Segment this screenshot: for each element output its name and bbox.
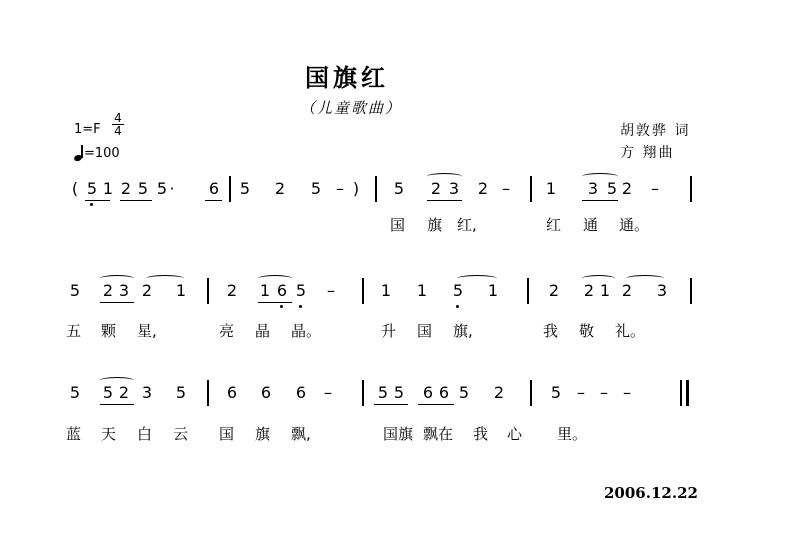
meter-top: 4 <box>114 111 122 125</box>
slur-2-3 <box>258 275 292 282</box>
lyric-3-10: 我 <box>473 425 489 443</box>
barline-1-2 <box>375 176 377 202</box>
note-1-18: – <box>502 179 510 198</box>
song-title: 国旗红 <box>305 63 389 92</box>
note-2-6: 2 <box>226 281 238 300</box>
date-stamp: 2006.12.22 <box>604 484 698 502</box>
note-3-8: 6 <box>295 383 307 402</box>
tempo-marking <box>74 145 120 161</box>
note-2-8: 6 <box>276 281 288 300</box>
note-2-16: 2 <box>583 281 595 300</box>
slur-1-1 <box>427 173 462 180</box>
final-barline-thin <box>680 380 682 406</box>
slur-2-1 <box>100 275 134 282</box>
note-3-10: 5 <box>377 383 389 402</box>
barline-2-1 <box>207 278 209 304</box>
barline-2-3 <box>527 278 529 304</box>
lyric-1-5: 通 <box>583 216 599 234</box>
beam-1-4 <box>427 200 462 201</box>
note-2-11: 1 <box>380 281 392 300</box>
note-1-3: 1 <box>102 179 114 198</box>
lyric-3-9: 飘在 <box>423 425 454 443</box>
lyric-3-3: 白 <box>137 425 153 443</box>
note-1-23: – <box>651 179 659 198</box>
lyric-1-4: 红 <box>546 216 562 234</box>
note-3-7: 6 <box>260 383 272 402</box>
quarter-note-icon <box>74 145 84 161</box>
note-3-11: 5 <box>393 383 405 402</box>
octave-dot-1-1 <box>90 203 93 206</box>
time-signature <box>112 112 124 137</box>
note-3-16: 5 <box>550 383 562 402</box>
note-3-5: 5 <box>175 383 187 402</box>
note-1-4: 2 <box>120 179 132 198</box>
lyric-1-3: 红, <box>457 216 477 234</box>
barline-3-2 <box>362 380 364 406</box>
beam-1-3 <box>205 200 222 201</box>
barline-2-2 <box>362 278 364 304</box>
lyric-3-6: 旗 <box>255 425 271 443</box>
song-subtitle: （儿童歌曲） <box>300 99 403 117</box>
note-2-4: 2 <box>141 281 153 300</box>
lyric-2-2: 颗 <box>101 322 117 340</box>
lyric-2-9: 旗, <box>453 322 473 340</box>
barline-1-1 <box>229 176 231 202</box>
lyric-3-8: 国旗 <box>383 425 414 443</box>
note-3-6: 6 <box>226 383 238 402</box>
slur-2-5 <box>582 275 615 282</box>
beam-3-3 <box>418 404 454 405</box>
octave-dot-2-2 <box>299 305 302 308</box>
lyric-1-2: 旗 <box>427 216 443 234</box>
note-1-13: ) <box>352 179 360 198</box>
note-2-18: 2 <box>621 281 633 300</box>
note-2-3: 3 <box>118 281 130 300</box>
lyricist-credit: 胡敦骅 词 <box>620 123 691 139</box>
lyric-3-2: 天 <box>101 425 117 443</box>
note-3-15: 2 <box>493 383 505 402</box>
octave-dot-2-3 <box>456 305 459 308</box>
note-3-17: – <box>577 383 585 402</box>
beam-1-5 <box>582 200 618 201</box>
lyric-1-1: 国 <box>390 216 406 234</box>
note-1-20: 3 <box>587 179 599 198</box>
lyric-2-3: 星, <box>137 322 157 340</box>
note-1-9: 5 <box>239 179 251 198</box>
note-1-2: 5 <box>86 179 98 198</box>
lyric-2-5: 晶 <box>255 322 271 340</box>
note-1-12: – <box>336 179 344 198</box>
beam-2-1 <box>100 302 134 303</box>
note-3-14: 5 <box>458 383 470 402</box>
key-signature: 1=F <box>74 122 101 137</box>
note-1-1: ( <box>71 179 79 198</box>
lyric-2-11: 敬 <box>579 322 595 340</box>
lyric-3-1: 蓝 <box>66 425 82 443</box>
lyric-2-10: 我 <box>543 322 559 340</box>
note-1-6: 5 <box>156 179 168 198</box>
note-1-14: 5 <box>393 179 405 198</box>
note-1-11: 5 <box>310 179 322 198</box>
lyric-2-8: 国 <box>417 322 433 340</box>
barline-3-4 <box>686 380 689 406</box>
slur-3-1 <box>100 377 134 384</box>
note-2-7: 1 <box>259 281 271 300</box>
note-1-22: 2 <box>621 179 633 198</box>
beam-1-1 <box>85 200 110 201</box>
composer-credit: 方 翔曲 <box>620 145 675 161</box>
lyric-2-6: 晶。 <box>291 322 322 340</box>
slur-1-2 <box>582 173 618 180</box>
note-3-18: – <box>600 383 608 402</box>
note-2-14: 1 <box>487 281 499 300</box>
lyric-2-12: 礼。 <box>615 322 646 340</box>
octave-dot-2-1 <box>280 305 283 308</box>
beam-3-2 <box>374 404 408 405</box>
note-2-2: 2 <box>102 281 114 300</box>
slur-2-6 <box>626 275 664 282</box>
lyric-1-6: 通。 <box>619 216 650 234</box>
lyric-2-7: 升 <box>381 322 397 340</box>
beam-3-1 <box>100 404 134 405</box>
note-3-13: 6 <box>438 383 450 402</box>
note-3-12: 6 <box>422 383 434 402</box>
lyric-2-4: 亮 <box>219 322 235 340</box>
note-1-7: · <box>169 179 175 198</box>
note-3-1: 5 <box>69 383 81 402</box>
slur-2-4 <box>457 275 497 282</box>
note-3-4: 3 <box>141 383 153 402</box>
note-2-19: 3 <box>656 281 668 300</box>
note-1-15: 2 <box>430 179 442 198</box>
lyric-3-11: 心 <box>507 425 523 443</box>
barline-2-4 <box>690 278 692 304</box>
note-1-19: 1 <box>545 179 557 198</box>
note-1-17: 2 <box>477 179 489 198</box>
tempo-value: =100 <box>84 146 120 161</box>
lyric-3-7: 飘, <box>291 425 311 443</box>
note-2-17: 1 <box>599 281 611 300</box>
lyric-3-12: 里。 <box>557 425 588 443</box>
beam-1-2 <box>120 200 152 201</box>
note-3-19: – <box>623 383 631 402</box>
note-3-9: – <box>324 383 332 402</box>
beam-2-2 <box>258 302 292 303</box>
note-2-10: – <box>327 281 335 300</box>
note-2-13: 5 <box>452 281 464 300</box>
note-3-3: 2 <box>118 383 130 402</box>
meter-bottom: 4 <box>112 124 124 137</box>
note-1-8: 6 <box>208 179 220 198</box>
note-1-21: 5 <box>606 179 618 198</box>
barline-3-3 <box>530 380 532 406</box>
slur-2-2 <box>146 275 184 282</box>
note-3-2: 5 <box>102 383 114 402</box>
note-1-5: 5 <box>137 179 149 198</box>
lyric-3-5: 国 <box>219 425 235 443</box>
note-2-9: 5 <box>295 281 307 300</box>
note-2-15: 2 <box>548 281 560 300</box>
note-2-5: 1 <box>175 281 187 300</box>
note-2-1: 5 <box>69 281 81 300</box>
lyric-2-1: 五 <box>66 322 82 340</box>
note-1-16: 3 <box>448 179 460 198</box>
barline-3-1 <box>207 380 209 406</box>
note-2-12: 1 <box>416 281 428 300</box>
barline-1-4 <box>690 176 692 202</box>
lyric-3-4: 云 <box>173 425 189 443</box>
note-1-10: 2 <box>274 179 286 198</box>
barline-1-3 <box>530 176 532 202</box>
